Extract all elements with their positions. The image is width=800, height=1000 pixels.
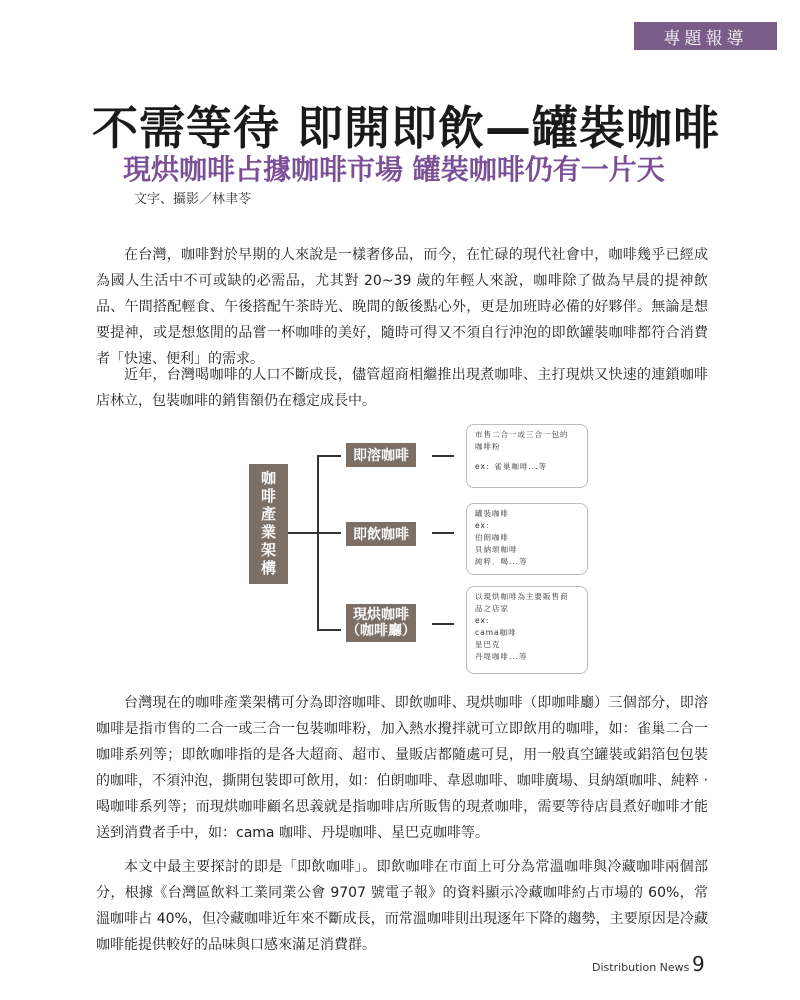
note-line: 貝納頌咖啡 <box>475 545 518 554</box>
connector-note-1 <box>432 455 454 457</box>
category-fresh-roast-sublabel: （咖啡廳） <box>346 623 416 639</box>
connector-branch-1 <box>317 455 341 457</box>
note-line: 品之店家 <box>475 604 509 613</box>
note-line: 市售二合一或三合一包的 <box>475 430 569 439</box>
note-ready-to-drink <box>466 503 588 575</box>
category-ready-to-drink-coffee: 即飲咖啡 <box>346 522 416 546</box>
byline: 文字、攝影／林聿苓 <box>134 192 252 207</box>
page-number: 9 <box>692 952 705 976</box>
note-line: 罐裝咖啡 <box>475 509 509 518</box>
paragraph-growth: 近年，台灣喝咖啡的人口不斷成長，儘管超商相繼推出現煮咖啡、主打現烘又快速的連鎖咖啡店林立，包裝咖啡的銷售額仍在穩定成長中。 <box>96 367 708 409</box>
note-line: ex：雀巢咖啡...等 <box>475 462 548 471</box>
note-line: ex: <box>475 616 490 625</box>
note-fresh-roast <box>466 586 588 674</box>
paragraph-ready-to-drink: 本文中最主要探討的即是「即飲咖啡」。即飲咖啡在市面上可分為常溫咖啡與冷藏咖啡兩個部分，根據《台灣區飲料工業同業公會 9707 號電子報》的資料顯示冷藏咖啡約占市場的 60%，常溫咖啡占 40%，但冷藏咖啡近年來不斷成長，而常溫咖啡則出現逐年下降的趨勢，主要原因是冷藏咖啡能提供較好的品味與口感來滿足消費群。 <box>96 859 708 953</box>
category-instant-coffee: 即溶咖啡 <box>346 443 416 467</box>
note-line: 伯朗咖啡 <box>475 533 509 542</box>
connector-trunk <box>317 455 319 631</box>
note-line: 純粹．喝...等 <box>475 557 528 566</box>
article-subtitle: 現烘咖啡占據咖啡市場 罐裝咖啡仍有一片天 <box>123 153 665 186</box>
paragraph-intro: 在台灣，咖啡對於早期的人來說是一樣奢侈品，而今，在忙碌的現代社會中，咖啡幾乎已經成為國人生活中不可或缺的必需品，尤其對 20~39 歲的年輕人來說，咖啡除了做為早晨的提神飲品、午間搭配輕食、午後搭配午茶時光、晚間的飯後點心外，更是加班時必備的好夥伴。無論是想要提神，或是想悠閒的品嘗一杯咖啡的美好，隨時可得又不須自行沖泡的即飲罐裝咖啡都符合消費者「快速、便利」的需求。 <box>96 247 708 367</box>
note-instant-coffee <box>466 424 588 488</box>
diagram-root-label: 咖啡產業架構 <box>249 464 288 584</box>
note-line: 咖啡粉 <box>475 442 501 451</box>
connector-note-3 <box>432 623 454 625</box>
connector-note-2 <box>432 532 454 534</box>
note-line: 星巴克 <box>475 640 501 649</box>
connector-root <box>288 532 318 534</box>
note-line: cama咖啡 <box>475 628 517 637</box>
section-tag: 專題報導 <box>634 22 777 50</box>
connector-branch-3 <box>317 629 341 631</box>
note-line: 以現烘咖啡為主要販售商 <box>475 592 569 601</box>
footer-publication: Distribution News <box>592 961 690 974</box>
connector-branch-2 <box>317 532 341 534</box>
paragraph-industry-structure: 台灣現在的咖啡產業架構可分為即溶咖啡、即飲咖啡、現烘咖啡（即咖啡廳）三個部分，即溶咖啡是指市售的二合一或三合一包裝咖啡粉，加入熱水攪拌就可立即飲用的咖啡，如：雀巢二合一咖啡系列等；即飲咖啡指的是各大超商、超市、量販店都隨處可見，用一般真空罐裝或鋁箔包包裝的咖啡，不須沖泡，撕開包裝即可飲用，如：伯朗咖啡、韋恩咖啡、咖啡廣場、貝納頌咖啡、純粹 ‧ 喝咖啡系列等；而現烘咖啡顧名思義就是指咖啡店所販售的現煮咖啡，需要等待店員煮好咖啡才能送到消費者手中，如：cama 咖啡、丹堤咖啡、星巴克咖啡等。 <box>96 695 708 841</box>
note-line <box>475 453 579 461</box>
category-fresh-roast-label: 現烘咖啡 <box>353 607 409 623</box>
article-title: 不需等待 即開即飲—罐裝咖啡 <box>92 101 721 155</box>
category-fresh-roast-coffee <box>346 604 416 642</box>
note-line: ex： <box>475 521 495 530</box>
note-line: 丹堤咖啡...等 <box>475 652 528 661</box>
